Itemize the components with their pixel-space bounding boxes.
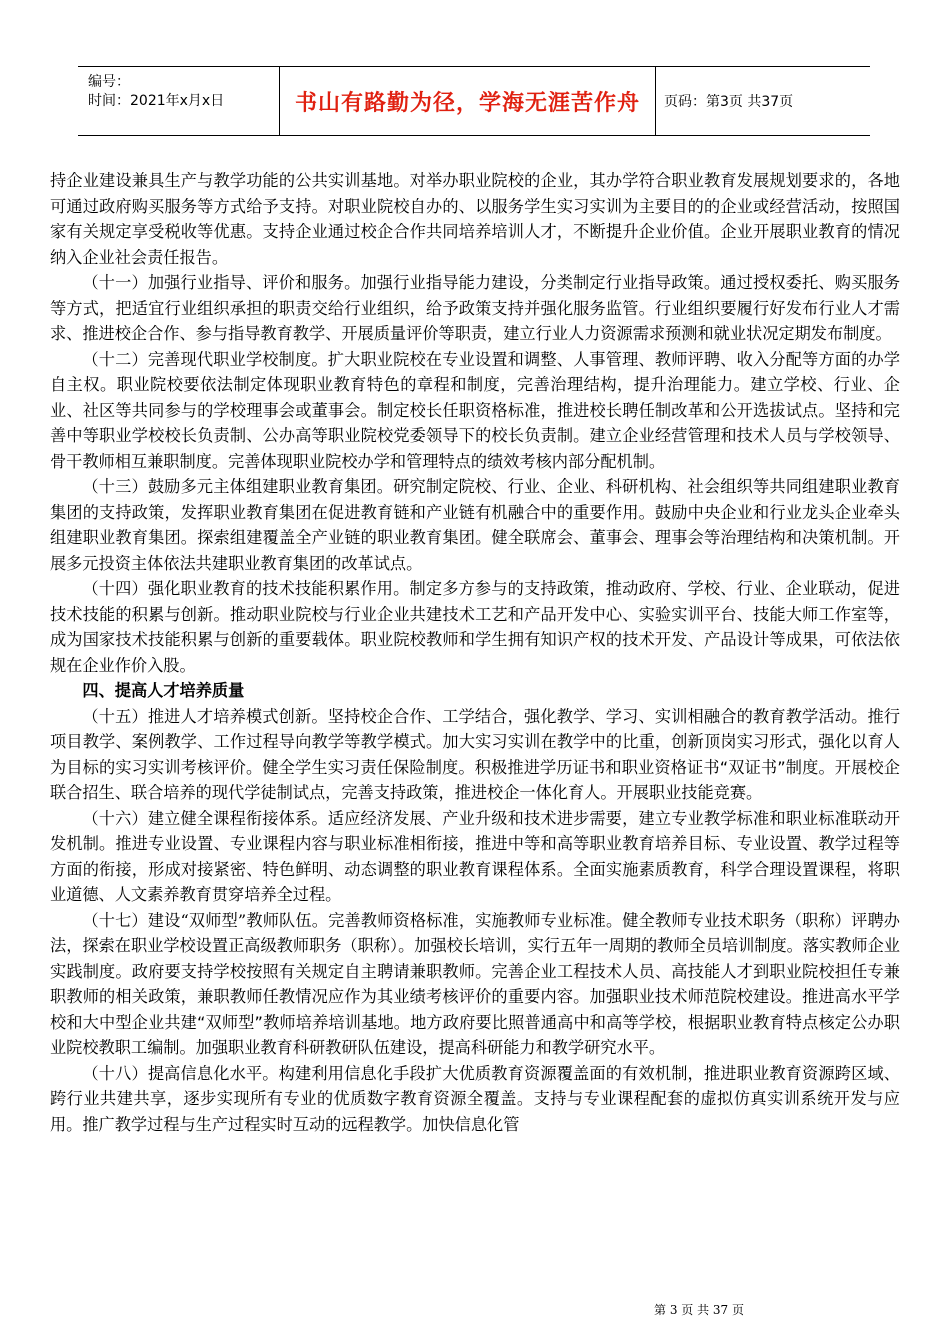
page-footer: 第 3 页 共 37 页 [654, 1303, 744, 1317]
paragraph: （十三）鼓励多元主体组建职业教育集团。研究制定院校、行业、企业、科研机构、社会组织等共同组建职业教育集团的支持政策，发挥职业教育集团在促进教育链和产业链有机融合中的重要作用。鼓励中央企业和行业龙头企业牵头组建职业教育集团。探索组建覆盖全产业链的职业教育集团。健全联席会、董事会、理事会等治理结构和决策机制。开展多元投资主体依法共建职业教育集团的改革试点。 [50, 477, 901, 573]
paragraph: （十五）推进人才培养模式创新。坚持校企合作、工学结合，强化教学、学习、实训相融合的教育教学活动。推行项目教学、案例教学、工作过程导向教学等教学模式。加大实习实训在教学中的比重，创新顶岗实习形式，强化以育人为目标的实习实训考核评价。健全学生实习责任保险制度。积极推进学历证书和职业资格证书“双证书”制度。开展校企联合招生、联合培养的现代学徒制试点，完善支持政策，推进校企一体化育人。开展职业技能竞赛。 [50, 706, 901, 802]
section-title: （十八）提高信息化水平。 [82, 1063, 279, 1083]
paragraph: （十一）加强行业指导、评价和服务。加强行业指导能力建设，分类制定行业指导政策。通过授权委托、购买服务等方式，把适宜行业组织承担的职责交给行业组织，给予政策支持并强化服务监管。行业组织要履行好发布行业人才需求、推进校企合作、参与指导教育教学、开展质量评价等职责，建立行业人力资源需求预测和就业状况定期发布制度。 [50, 273, 901, 343]
paragraph: 持企业建设兼具生产与教学功能的公共实训基地。对举办职业院校的企业，其办学符合职业教育发展规划要求的，各地可通过政府购买服务等方式给予支持。对职业院校自办的、以服务学生实习实训为主要目的的企业或经营活动，按照国家有关规定享受税收等优惠。支持企业通过校企合作共同培养培训人才，不断提升企业价值。企业开展职业教育的情况纳入企业社会责任报告。 [50, 171, 900, 267]
section-title: （十六）建立健全课程衔接体系。 [82, 808, 328, 828]
section-title: （十二）完善现代职业学校制度。 [82, 349, 328, 369]
paragraph: （十二）完善现代职业学校制度。扩大职业院校在专业设置和调整、人事管理、教师评聘、收入分配等方面的办学自主权。职业院校要依法制定体现职业教育特色的章程和制度，完善治理结构，提升治理能力。建立学校、行业、企业、社区等共同参与的学校理事会或董事会。制定校长任职资格标准，推进校长聘任制改革和公开选拔试点。坚持和完善中等职业学校校长负责制、公办高等职业院校党委领导下的校长负责制。建立企业经营管理和技术人员与学校领导、骨干教师相互兼职制度。完善体现职业院校办学和管理特点的绩效考核内部分配机制。 [50, 349, 901, 471]
page-header [78, 66, 870, 136]
paragraph: （十八）提高信息化水平。构建利用信息化手段扩大优质教育资源覆盖面的有效机制，推进职业教育资源跨区域、跨行业共建共享，逐步实现所有专业的优质数字教育资源全覆盖。支持与专业课程配套的虚拟仿真实训系统开发与应用。推广教学过程与生产过程实时互动的远程教学。加快信息化管 [50, 1063, 900, 1134]
chapter-heading: 四、提高人才培养质量 [82, 681, 245, 700]
header-motto: 书山有路勤为径，学海无涯苦作舟 [280, 67, 656, 135]
number-label: 编号： [88, 74, 130, 90]
header-page-info: 页码：第3页 共37页 [664, 94, 794, 110]
section-title: （十一）加强行业指导、评价和服务。 [82, 273, 361, 292]
section-title: （十七）建设“双师型”教师队伍。 [82, 910, 329, 930]
time-label: 时间：2021年x月x日 [88, 93, 225, 109]
paragraph: （十七）建设“双师型”教师队伍。完善教师资格标准，实施教师专业标准。健全教师专业技术职务（职称）评聘办法，探索在职业学校设置正高级教师职务（职称）。加强校长培训，实行五年一周期的教师全员培训制度。落实教师企业实践制度。政府要支持学校按照有关规定自主聘请兼职教师。完善企业工程技术人员、高技能人才到职业院校担任专兼职教师的相关政策，兼职教师任教情况应作为其业绩考核评价的重要内容。加强职业技术师范院校建设。推进高水平学校和大中型企业共建“双师型”教师培养培训基地。地方政府要比照普通高中和高等学校，根据职业教育特点核定公办职业院校教职工编制。加强职业教育科研教研队伍建设，提高科研能力和教学研究水平。 [50, 910, 900, 1057]
header-meta [78, 67, 280, 135]
document-body [50, 168, 900, 1137]
section-title: （十四）强化职业教育的技术技能积累作用。 [82, 579, 410, 598]
paragraph: （十六）建立健全课程衔接体系。适应经济发展、产业升级和技术进步需要，建立专业教学标准和职业标准联动开发机制。推进专业设置、专业课程内容与职业标准相衔接，推进中等和高等职业教育培养目标、专业设置、教学过程等方面的衔接，形成对接紧密、特色鲜明、动态调整的职业教育课程体系。全面实施素质教育，科学合理设置课程，将职业道德、人文素养教育贯穿培养全过程。 [50, 808, 901, 904]
section-title: （十五）推进人才培养模式创新。 [82, 706, 328, 726]
section-title: （十三）鼓励多元主体组建职业教育集团。 [82, 477, 394, 496]
paragraph: （十四）强化职业教育的技术技能积累作用。制定多方参与的支持政策，推动政府、学校、行业、企业联动，促进技术技能的积累与创新。推动职业院校与行业企业共建技术工艺和产品开发中心、实验实训平台、技能大师工作室等，成为国家技术技能积累与创新的重要载体。职业院校教师和学生拥有知识产权的技术开发、产品设计等成果，可依法依规在企业作价入股。 [50, 579, 900, 675]
